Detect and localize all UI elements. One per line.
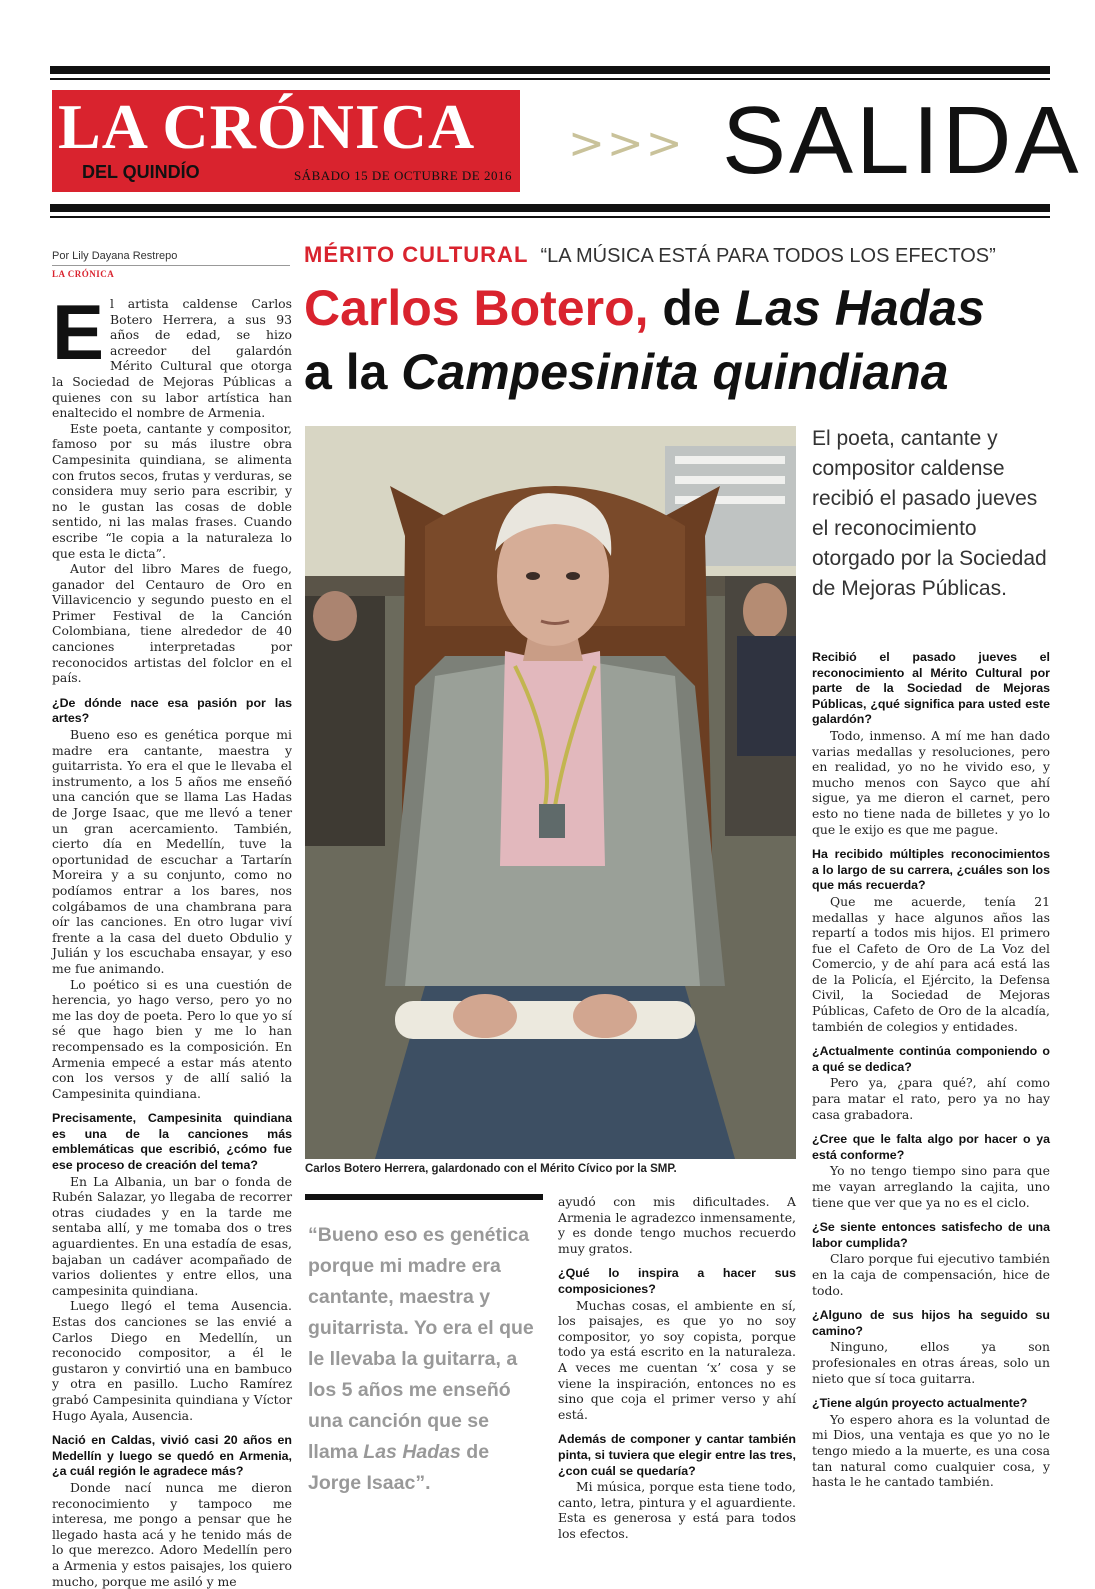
drop-cap: E [52, 288, 105, 376]
bottom-rule-thin [50, 216, 1050, 218]
interview-answer: Que me acuerde, tenía 21 medallas y hace algunos años las repartí a todos mis hijos. El primero fue el Cafeto de Oro de La Voz del Comercio, y de ahí para acá está las de la Policía, el Ejército, la Defensa Civil, la Sociedad de Mejoras Públicas, Cafeto de Oro de la alcadía, también de colegios y entidades. [812, 893, 1050, 1034]
photo-caption: Carlos Botero Herrera, galardonado con el Mérito Cívico por la SMP. [305, 1163, 677, 1175]
masthead-title: LA CRÓNICA [58, 91, 476, 162]
portrait-illustration [305, 426, 796, 1159]
interview-answer: Donde nací nunca me dieron reconocimiento y tampoco me interesa, me pongo a pensar que he llegado hasta acá y he tenido más de lo que merezco. Adoro Medellín pero a Armenia y estos paisajes, los quiero mucho, porque me asiló y me [52, 1479, 292, 1589]
interview-answer: Todo, inmenso. A mí me han dado varias medallas y resoluciones, pero en realidad, yo no he vivido eso, y mucho menos con Sayco que ahí sigue, ya me dieron el carnet, pero esto no tiene nada de billetes y yo lo que le exijo es que me pague. [812, 727, 1050, 837]
kicker [304, 242, 996, 268]
issue-date: SÁBADO 15 DE OCTUBRE DE 2016 [293, 168, 512, 183]
paragraph: Este poeta, cantante y compositor, famoso por su más ilustre obra Campesinita quindiana, se alimenta con frutos secos, frutas y verduras, se considera muy serio para escribir, y no le gustan las cosas de doble sentido, ni las malas frases. Cuando escribe “le copia a la naturaleza lo que esta le dicta”. [52, 420, 292, 561]
byline-rule [52, 265, 290, 266]
interview-answer: Bueno eso es genética porque mi madre era cantante, maestra y guitarrista. Yo era el que le llevaba el instrumento, a los 5 años me enseñó una canción que se llama Las Hadas de Jorge Isaac, que me llevó a tener un gran acercamiento. También, cierto día en Medellín, tuve la oportunidad de escuchar a Tartarín Moreira y a su conjunto, como no podíamos entrar a los bares, nos colgábamos de una chambrana para oír las canciones. En otro lugar viví frente a la casa del dueto Obdulio y Julián y los escuchaba ensayar, y eso me fue animando. [52, 727, 292, 976]
interview-answer: Yo espero ahora es la voluntad de mi Dios, una ventaja es que yo no le tengo miedo a la muerte, es una cosa tan natural como cualquier cosa, y hasta le he cantado también. [812, 1411, 1050, 1490]
interview-answer: Ninguno, ellos ya son profesionales en otras áreas, solo un nieto que sí toca guitarra. [812, 1339, 1050, 1386]
interview-question: Además de componer y cantar también pinta, si tuviera que elegir entre las tres, ¿con cuál se quedaría? [558, 1432, 796, 1478]
kicker-label: MÉRITO CULTURAL [304, 242, 529, 267]
interview-question: ¿Tiene algún proyecto actualmente? [812, 1396, 1028, 1411]
byline-author: Por Lily Dayana Restrepo [52, 250, 178, 262]
interview-question: ¿De dónde nace esa pasión por las artes? [52, 695, 292, 726]
dek: El poeta, cantante y compositor caldense recibió el pasado jueves el reconocimiento otorgado por la Sociedad de Mejoras Públicas. [812, 427, 1047, 600]
interview-question: ¿Qué lo inspira a hacer sus composiciones? [558, 1266, 796, 1296]
byline-source: LA CRÓNICA [52, 269, 115, 279]
interview-answer: Yo no tengo tiempo sino para que me vayan arreglando la cajita, uno tiene que ver que ya no es el ciclo. [812, 1163, 1050, 1210]
article-column-2 [558, 1194, 796, 1541]
interview-answer: Pero ya, ¿para qué?, ahí como para matar el rato, pero ya no hay casa grabadora. [812, 1075, 1050, 1122]
interview-answer: Luego llegó el tema Ausencia. Estas dos canciones se las envié a Carlos Diego en Medellín, un reconocido compositor, a él le gustaron y convirtió una en bambuco y otra en pasillo. Lucho Ramírez grabó Campesinita quindiana y Víctor Hugo Ayala, Ausencia. [52, 1298, 292, 1423]
bottom-rule-thick [50, 204, 1050, 212]
top-rule-thin [50, 78, 1050, 80]
interview-question: Precisamente, Campesinita quindiana es una de la canciones más emblemáticas que escribió, ¿cómo fue ese proceso de creación del tema? [52, 1111, 292, 1173]
interview-question: ¿Se siente entonces satisfecho de una labor cumplida? [812, 1220, 1050, 1250]
interview-question: Nació en Caldas, vivió casi 20 años en Medellín y luego se quedó en Armenia, ¿a cuál región le agradece más? [52, 1433, 292, 1479]
interview-question: ¿Cree que le falta algo por hacer o ya está conforme? [812, 1132, 1050, 1162]
interview-answer: Lo poético si es una cuestión de herencia, yo hago verso, pero yo no me las doy de poeta. Pero lo que yo sí sé que hago bien y me lo han recompensado es la composición. En Armenia empecé a estar más atento con los versos y de allí salió la Campesinita quindiana. [52, 976, 292, 1101]
interview-question: ¿Alguno de sus hijos ha seguido su camino? [812, 1308, 1050, 1338]
interview-answer: Mi música, porque esta tiene todo, canto, letra, pintura y el aguardiente. Esta es generosa y está para todos los efectos. [558, 1479, 796, 1541]
article-column-3 [812, 650, 1050, 1490]
section-title: SALIDA [722, 87, 1082, 194]
interview-question: Ha recibido múltiples reconocimientos a lo largo de su carrera, ¿cuáles son los que más recuerda? [812, 847, 1050, 893]
paragraph: l artista caldense Carlos Botero Herrera, a sus 93 años de edad, se hizo acreedor del galardón Mérito Cultural que otorga la Sociedad de Mejoras Públicas a quienes con su labor artística han enaltecido el nombre de Armenia. [52, 296, 292, 421]
section-arrows: >>> [568, 118, 685, 169]
top-rule-thick [50, 66, 1050, 74]
headline-name: Carlos Botero, [304, 280, 649, 336]
interview-answer: ayudó con mis dificultades. A Armenia le agradezco inmensamente, y es donde tengo muchos recuerdo muy gratos. [558, 1194, 796, 1256]
interview-question: Recibió el pasado jueves el reconocimiento al Mérito Cultural por parte de la Sociedad de Mejoras Públicas, ¿qué significa para usted este galardón? [812, 650, 1050, 727]
masthead-subtitle: DEL QUINDÍO [82, 162, 200, 182]
interview-question: ¿Actualmente continúa componiendo o a qué se dedica? [812, 1044, 1050, 1074]
paragraph: Autor del libro Mares de fuego, ganador del Centauro de Oro en Villavicencio y segundo puesto en el Primer Festival de la Canción Colombiana, tiene alrededor de 40 canciones interpretadas por reconocidos artistas del folclor en el país. [52, 561, 292, 686]
headline-italic-2: Campesinita quindiana [401, 344, 949, 400]
portrait-photo [305, 426, 796, 1159]
masthead-logo [52, 90, 520, 192]
kicker-quote: “LA MÚSICA ESTÁ PARA TODOS LOS EFECTOS” [540, 245, 996, 267]
interview-answer: Claro porque fui ejecutivo también en la caja de compensación, hice de todo. [812, 1251, 1050, 1298]
pull-quote-rule [305, 1194, 543, 1200]
headline: Carlos Botero, de Las Hadas a la Campesinita quindiana [304, 280, 985, 400]
interview-answer: En La Albania, un bar o fonda de Rubén Salazar, yo llegaba de recorrer otras ciudades y en la tarde me sentaba allí, y me tomaba dos o tres aguardientes. En una estadía de esas, bajaban un cadáver acompañado de varios dolientes y entre ellos, una campesinita quindiana. [52, 1173, 292, 1298]
headline-italic-1: Las Hadas [734, 280, 985, 336]
pull-quote: “Bueno eso es genética porque mi madre era cantante, maestra y guitarrista. Yo era el que le llevaba la guitarra, a los 5 años me enseñó una canción que se llama Las Hadas de Jorge Isaac”. [308, 1224, 534, 1494]
interview-answer: Muchas cosas, el ambiente en sí, los paisajes, es que yo no soy compositor, yo soy copista, porque todo ya está escrito en la naturaleza. A veces me cuentan ‘x’ cosa y se viene la inspiración, entonces no es sino que coja el primer verso y ahí está. [558, 1297, 796, 1422]
article-column-1 [52, 288, 292, 1589]
